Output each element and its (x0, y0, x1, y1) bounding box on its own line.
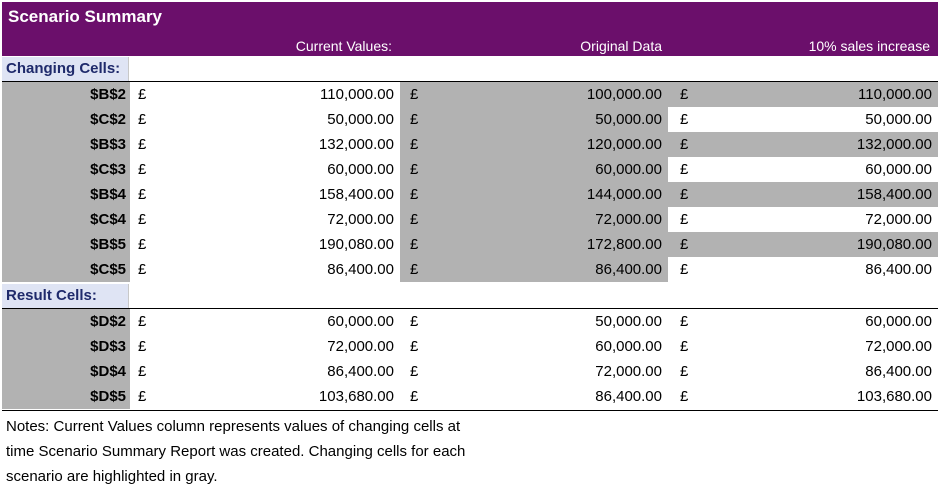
table-row (2, 107, 938, 132)
notes-line: time Scenario Summary Report was created. Changing cells for each (6, 443, 466, 460)
sales-increase-value: 158,400.00 (698, 182, 938, 207)
row-cell-ref: $D$4 (2, 359, 130, 384)
sales-increase-value: 60,000.00 (698, 157, 938, 182)
sales-increase-value: 72,000.00 (698, 334, 938, 359)
original-value: 60,000.00 (430, 157, 668, 182)
table-row (2, 384, 938, 409)
row-cell-ref: $D$2 (2, 309, 130, 334)
current-value: 50,000.00 (154, 107, 400, 132)
current-value: 72,000.00 (154, 334, 400, 359)
current-value: 60,000.00 (154, 157, 400, 182)
currency-symbol: £ (400, 309, 430, 334)
currency-symbol: £ (130, 384, 154, 409)
original-value: 50,000.00 (430, 309, 668, 334)
currency-symbol: £ (400, 157, 430, 182)
sales-increase-value: 110,000.00 (698, 82, 938, 107)
currency-symbol: £ (668, 157, 698, 182)
table-row (2, 257, 938, 282)
currency-symbol: £ (668, 257, 698, 282)
original-value: 172,800.00 (430, 232, 668, 257)
current-value: 158,400.00 (154, 182, 400, 207)
current-value: 190,080.00 (154, 232, 400, 257)
original-value: 50,000.00 (430, 107, 668, 132)
row-cell-ref: $C$2 (2, 107, 130, 132)
currency-symbol: £ (130, 257, 154, 282)
currency-symbol: £ (130, 232, 154, 257)
title-bar (2, 2, 938, 56)
currency-symbol: £ (130, 132, 154, 157)
original-value: 86,400.00 (430, 384, 668, 409)
currency-symbol: £ (400, 207, 430, 232)
currency-symbol: £ (130, 82, 154, 107)
current-value: 60,000.00 (154, 309, 400, 334)
currency-symbol: £ (400, 257, 430, 282)
currency-symbol: £ (668, 359, 698, 384)
original-value: 100,000.00 (430, 82, 668, 107)
sales-increase-value: 103,680.00 (698, 384, 938, 409)
table-row (2, 82, 938, 107)
current-value: 132,000.00 (154, 132, 400, 157)
row-cell-ref: $D$3 (2, 334, 130, 359)
result-cells-section (2, 284, 938, 309)
table-row (2, 232, 938, 257)
row-cell-ref: $C$3 (2, 157, 130, 182)
table-row (2, 132, 938, 157)
original-value: 86,400.00 (430, 257, 668, 282)
notes (6, 414, 566, 489)
sales-increase-value: 86,400.00 (698, 359, 938, 384)
current-value: 86,400.00 (154, 257, 400, 282)
table-bottom-border (2, 410, 938, 411)
currency-symbol: £ (130, 309, 154, 334)
currency-symbol: £ (400, 384, 430, 409)
sales-increase-value: 86,400.00 (698, 257, 938, 282)
currency-symbol: £ (668, 384, 698, 409)
currency-symbol: £ (130, 334, 154, 359)
original-value: 72,000.00 (430, 359, 668, 384)
row-cell-ref: $D$5 (2, 384, 130, 409)
currency-symbol: £ (400, 359, 430, 384)
currency-symbol: £ (668, 309, 698, 334)
currency-symbol: £ (668, 107, 698, 132)
row-cell-ref: $B$3 (2, 132, 130, 157)
row-cell-ref: $C$5 (2, 257, 130, 282)
currency-symbol: £ (130, 182, 154, 207)
original-value: 120,000.00 (430, 132, 668, 157)
original-value: 60,000.00 (430, 334, 668, 359)
current-value: 72,000.00 (154, 207, 400, 232)
header-sales-increase: 10% sales increase (808, 38, 930, 54)
table-row (2, 157, 938, 182)
currency-symbol: £ (668, 334, 698, 359)
currency-symbol: £ (130, 107, 154, 132)
currency-symbol: £ (130, 157, 154, 182)
currency-symbol: £ (668, 232, 698, 257)
sales-increase-value: 72,000.00 (698, 207, 938, 232)
currency-symbol: £ (668, 132, 698, 157)
notes-line: Notes: Current Values column represents values of changing cells at (6, 418, 461, 435)
result-cells-label: Result Cells: (6, 287, 97, 304)
current-value: 103,680.00 (154, 384, 400, 409)
currency-symbol: £ (130, 359, 154, 384)
currency-symbol: £ (668, 82, 698, 107)
header-current-values: Current Values: (295, 38, 392, 54)
notes-line: scenario are highlighted in gray. (6, 468, 218, 485)
row-cell-ref: $B$2 (2, 82, 130, 107)
original-value: 144,000.00 (430, 182, 668, 207)
sales-increase-value: 190,080.00 (698, 232, 938, 257)
currency-symbol: £ (400, 132, 430, 157)
header-original-data: Original Data (580, 38, 662, 54)
currency-symbol: £ (400, 182, 430, 207)
table-row (2, 334, 938, 359)
row-cell-ref: $B$5 (2, 232, 130, 257)
currency-symbol: £ (130, 207, 154, 232)
current-value: 86,400.00 (154, 359, 400, 384)
current-value: 110,000.00 (154, 82, 400, 107)
sales-increase-value: 132,000.00 (698, 132, 938, 157)
table-row (2, 182, 938, 207)
row-cell-ref: $B$4 (2, 182, 130, 207)
currency-symbol: £ (668, 182, 698, 207)
sales-increase-value: 60,000.00 (698, 309, 938, 334)
row-cell-ref: $C$4 (2, 207, 130, 232)
table-row (2, 207, 938, 232)
currency-symbol: £ (400, 107, 430, 132)
currency-symbol: £ (400, 82, 430, 107)
changing-cells-section (2, 57, 938, 82)
original-value: 72,000.00 (430, 207, 668, 232)
currency-symbol: £ (400, 232, 430, 257)
sheet-title: Scenario Summary (8, 7, 163, 26)
table-row (2, 359, 938, 384)
currency-symbol: £ (668, 207, 698, 232)
currency-symbol: £ (400, 334, 430, 359)
sales-increase-value: 50,000.00 (698, 107, 938, 132)
table-row (2, 309, 938, 334)
changing-cells-label: Changing Cells: (6, 60, 121, 77)
